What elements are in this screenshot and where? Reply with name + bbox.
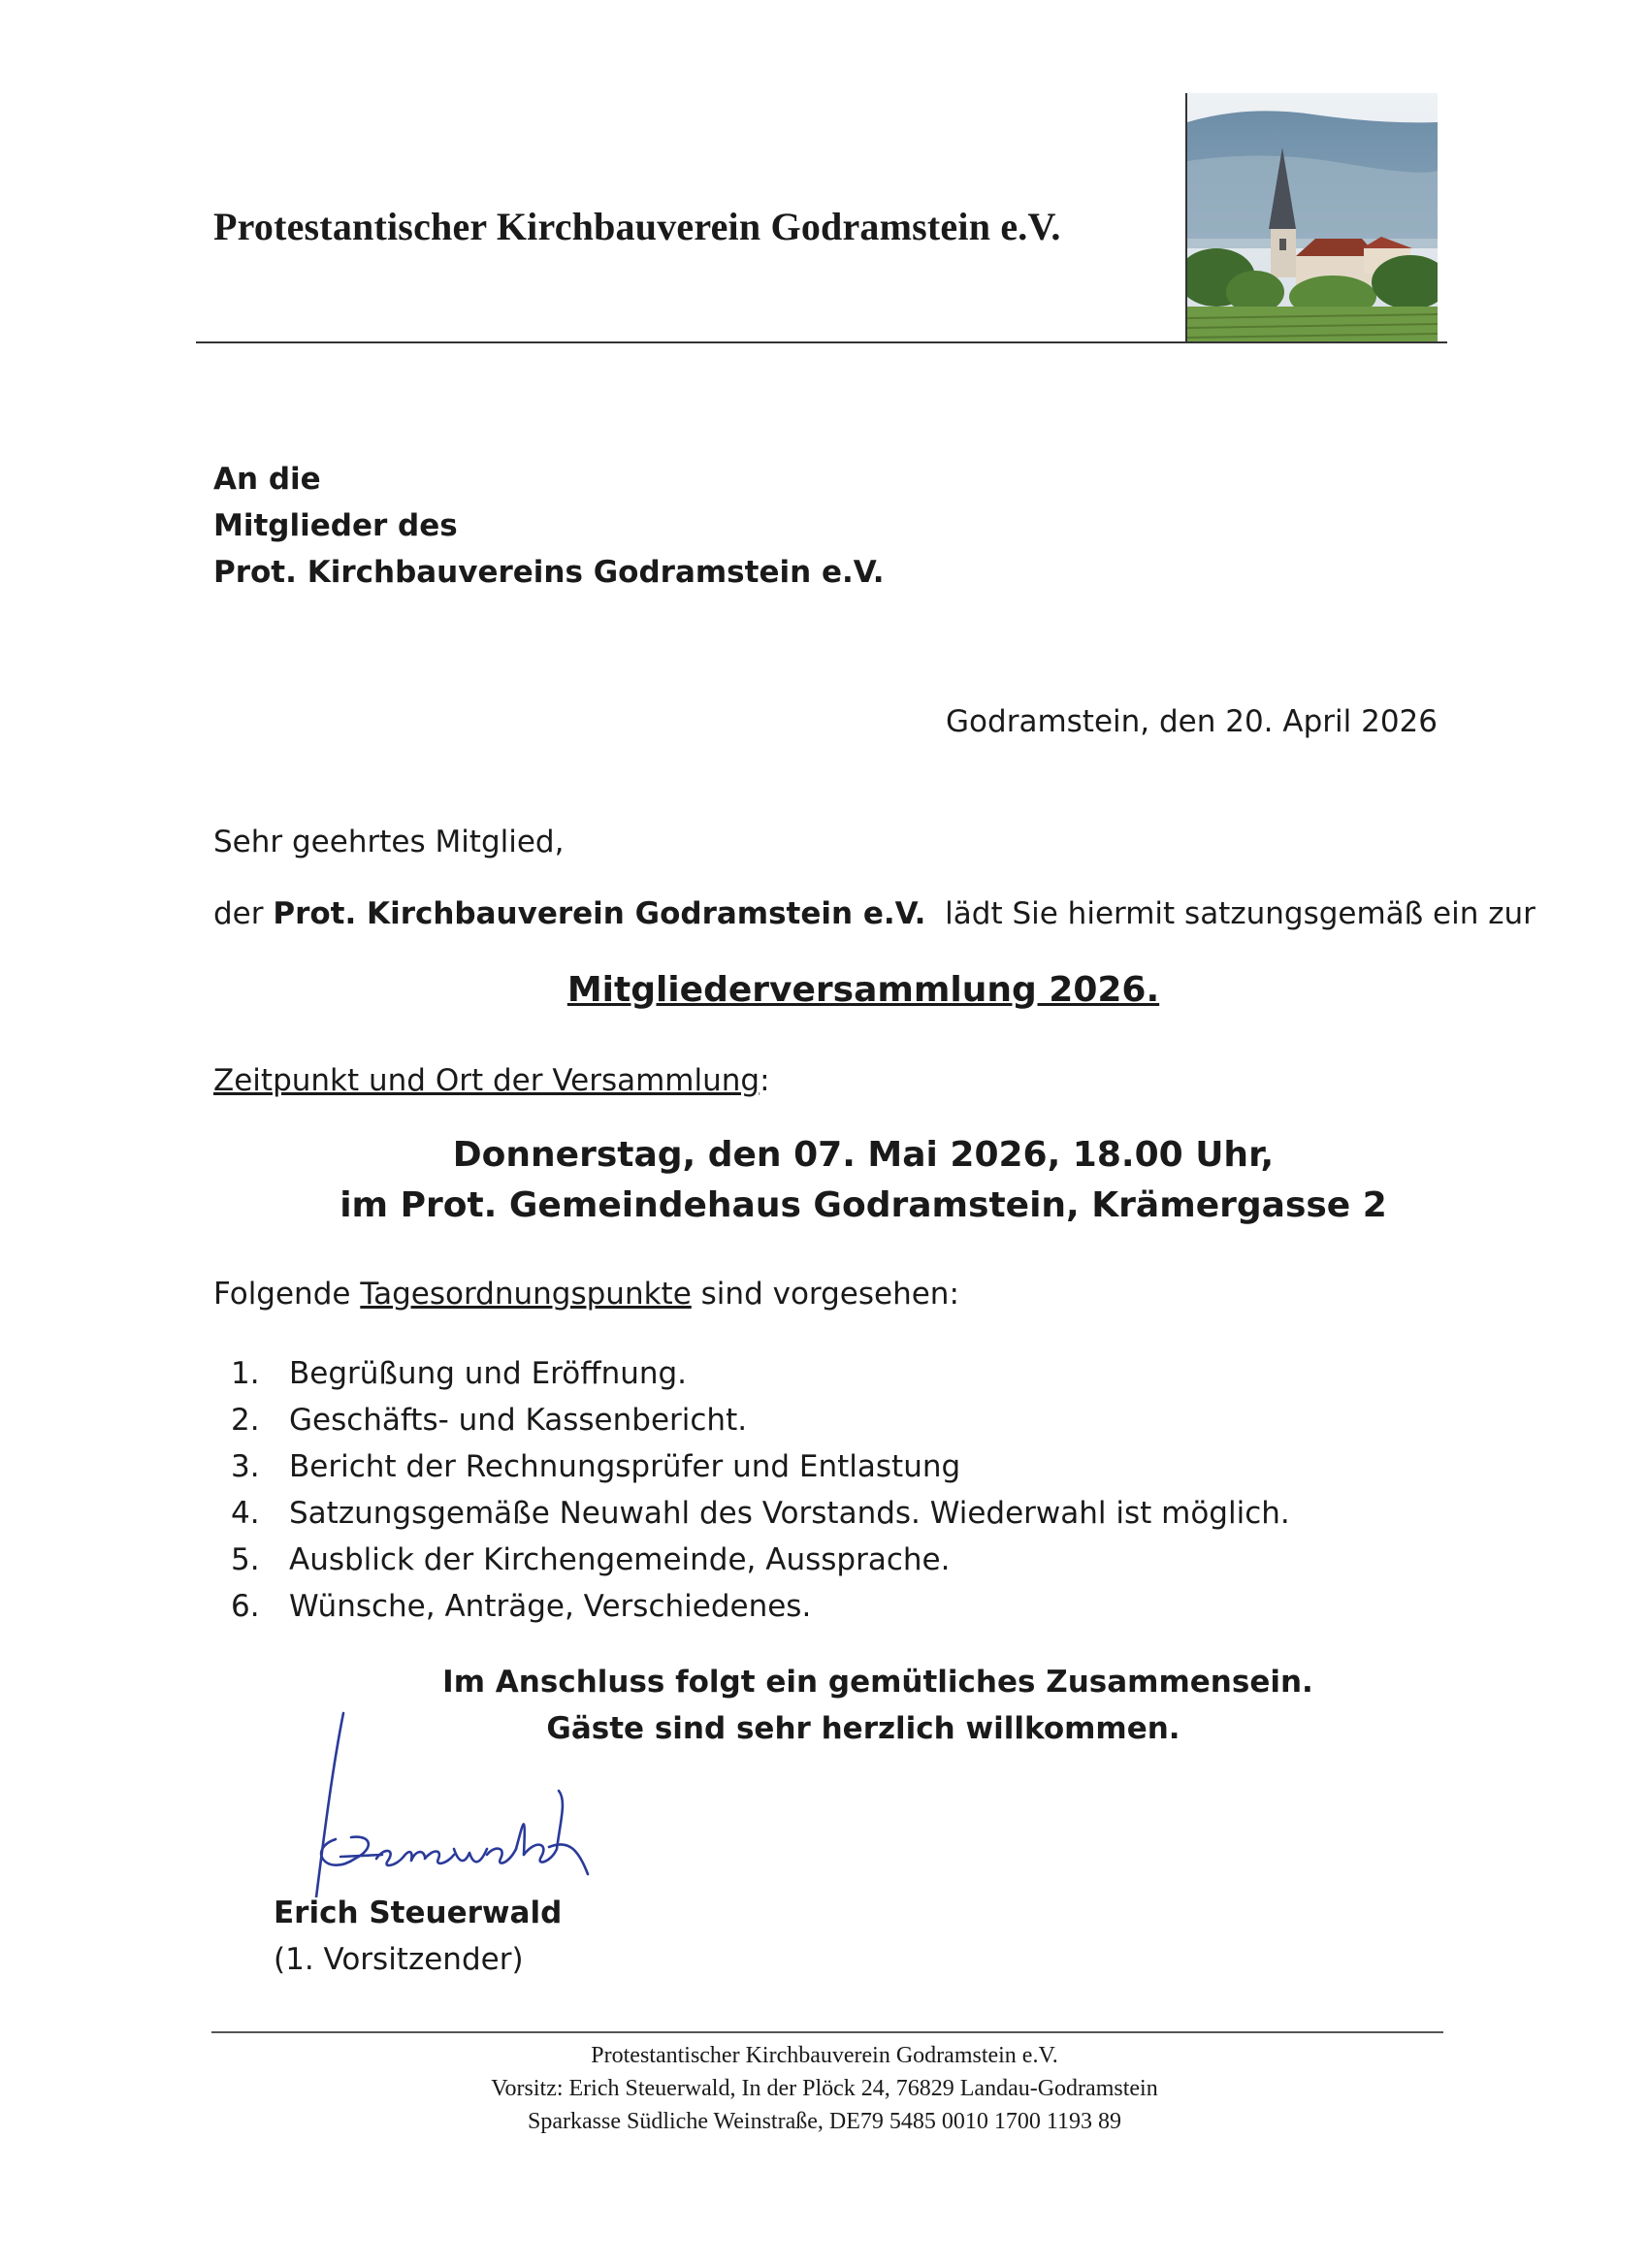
event-location: im Prot. Gemeindehaus Godramstein, Krämergasse 2 — [340, 1185, 1387, 1225]
agenda-item-number: 6. — [231, 1589, 260, 1624]
agenda-item-number: 1. — [231, 1356, 260, 1391]
agenda-intro-suffix: sind vorgesehen: — [700, 1277, 959, 1312]
time-place-label-colon: : — [760, 1063, 770, 1098]
agenda-item — [231, 1537, 1290, 1583]
agenda-intro-underlined: Tagesordnungspunkte — [360, 1277, 692, 1312]
agenda-item-number: 3. — [231, 1449, 260, 1484]
intro-org-name: Prot. Kirchbauverein Godramstein e.V. — [273, 896, 926, 931]
recipient-line: Prot. Kirchbauvereins Godramstein e.V. — [213, 555, 885, 590]
meeting-title: Mitgliederversammlung 2026. — [566, 970, 1160, 1010]
header-divider — [196, 341, 1447, 343]
agenda-item-text: Begrüßung und Eröffnung. — [289, 1356, 688, 1391]
intro-paragraph — [213, 896, 1536, 931]
footer-divider — [211, 2031, 1443, 2033]
agenda-item-number: 4. — [231, 1496, 260, 1531]
church-photo — [1185, 93, 1438, 341]
agenda-item-text: Satzungsgemäße Neuwahl des Vorstands. Wiederwahl ist möglich. — [289, 1496, 1290, 1531]
agenda-item — [231, 1350, 1290, 1397]
signer-role: (1. Vorsitzender) — [274, 1942, 524, 1977]
salutation: Sehr geehrtes Mitglied, — [213, 825, 565, 859]
agenda-item-text: Wünsche, Anträge, Verschiedenes. — [289, 1589, 812, 1624]
footer-org: Protestantischer Kirchbauverein Godramstein e.V. — [591, 2043, 1058, 2068]
agenda-item — [231, 1490, 1290, 1537]
agenda-item — [231, 1443, 1290, 1490]
agenda-list — [231, 1350, 1290, 1630]
intro-suffix: lädt Sie hiermit satzungsgemäß ein zur — [945, 896, 1536, 931]
agenda-item-number: 5. — [231, 1542, 260, 1577]
agenda-item — [231, 1583, 1290, 1630]
time-place-label-text: Zeitpunkt und Ort der Versammlung — [213, 1063, 760, 1098]
date-line: Godramstein, den 20. April 2026 — [946, 704, 1438, 739]
closing-line: Gäste sind sehr herzlich willkommen. — [546, 1711, 1180, 1746]
agenda-item-text: Ausblick der Kirchengemeinde, Aussprache. — [289, 1542, 951, 1577]
closing-line: Im Anschluss folgt ein gemütliches Zusammensein. — [442, 1665, 1313, 1700]
agenda-item-number: 2. — [231, 1403, 260, 1438]
recipient-line: Mitglieder des — [213, 508, 458, 543]
handwritten-signature — [287, 1703, 675, 1901]
intro-prefix: der — [213, 896, 264, 931]
agenda-intro-prefix: Folgende — [213, 1277, 351, 1312]
organization-title: Protestantischer Kirchbauverein Godramstein e.V. — [213, 205, 1061, 248]
event-date: Donnerstag, den 07. Mai 2026, 18.00 Uhr, — [452, 1135, 1275, 1175]
recipient-line: An die — [213, 462, 321, 497]
agenda-item-text: Bericht der Rechnungsprüfer und Entlastung — [289, 1449, 961, 1484]
agenda-item — [231, 1397, 1290, 1443]
time-place-label — [213, 1063, 770, 1098]
signer-name: Erich Steuerwald — [274, 1895, 563, 1930]
footer-bank: Sparkasse Südliche Weinstraße, DE79 5485 0010 1700 1193 89 — [528, 2109, 1121, 2134]
footer-address: Vorsitz: Erich Steuerwald, In der Plöck 24, 76829 Landau-Godramstein — [491, 2076, 1158, 2101]
agenda-intro — [213, 1277, 959, 1312]
agenda-item-text: Geschäfts- und Kassenbericht. — [289, 1403, 748, 1438]
